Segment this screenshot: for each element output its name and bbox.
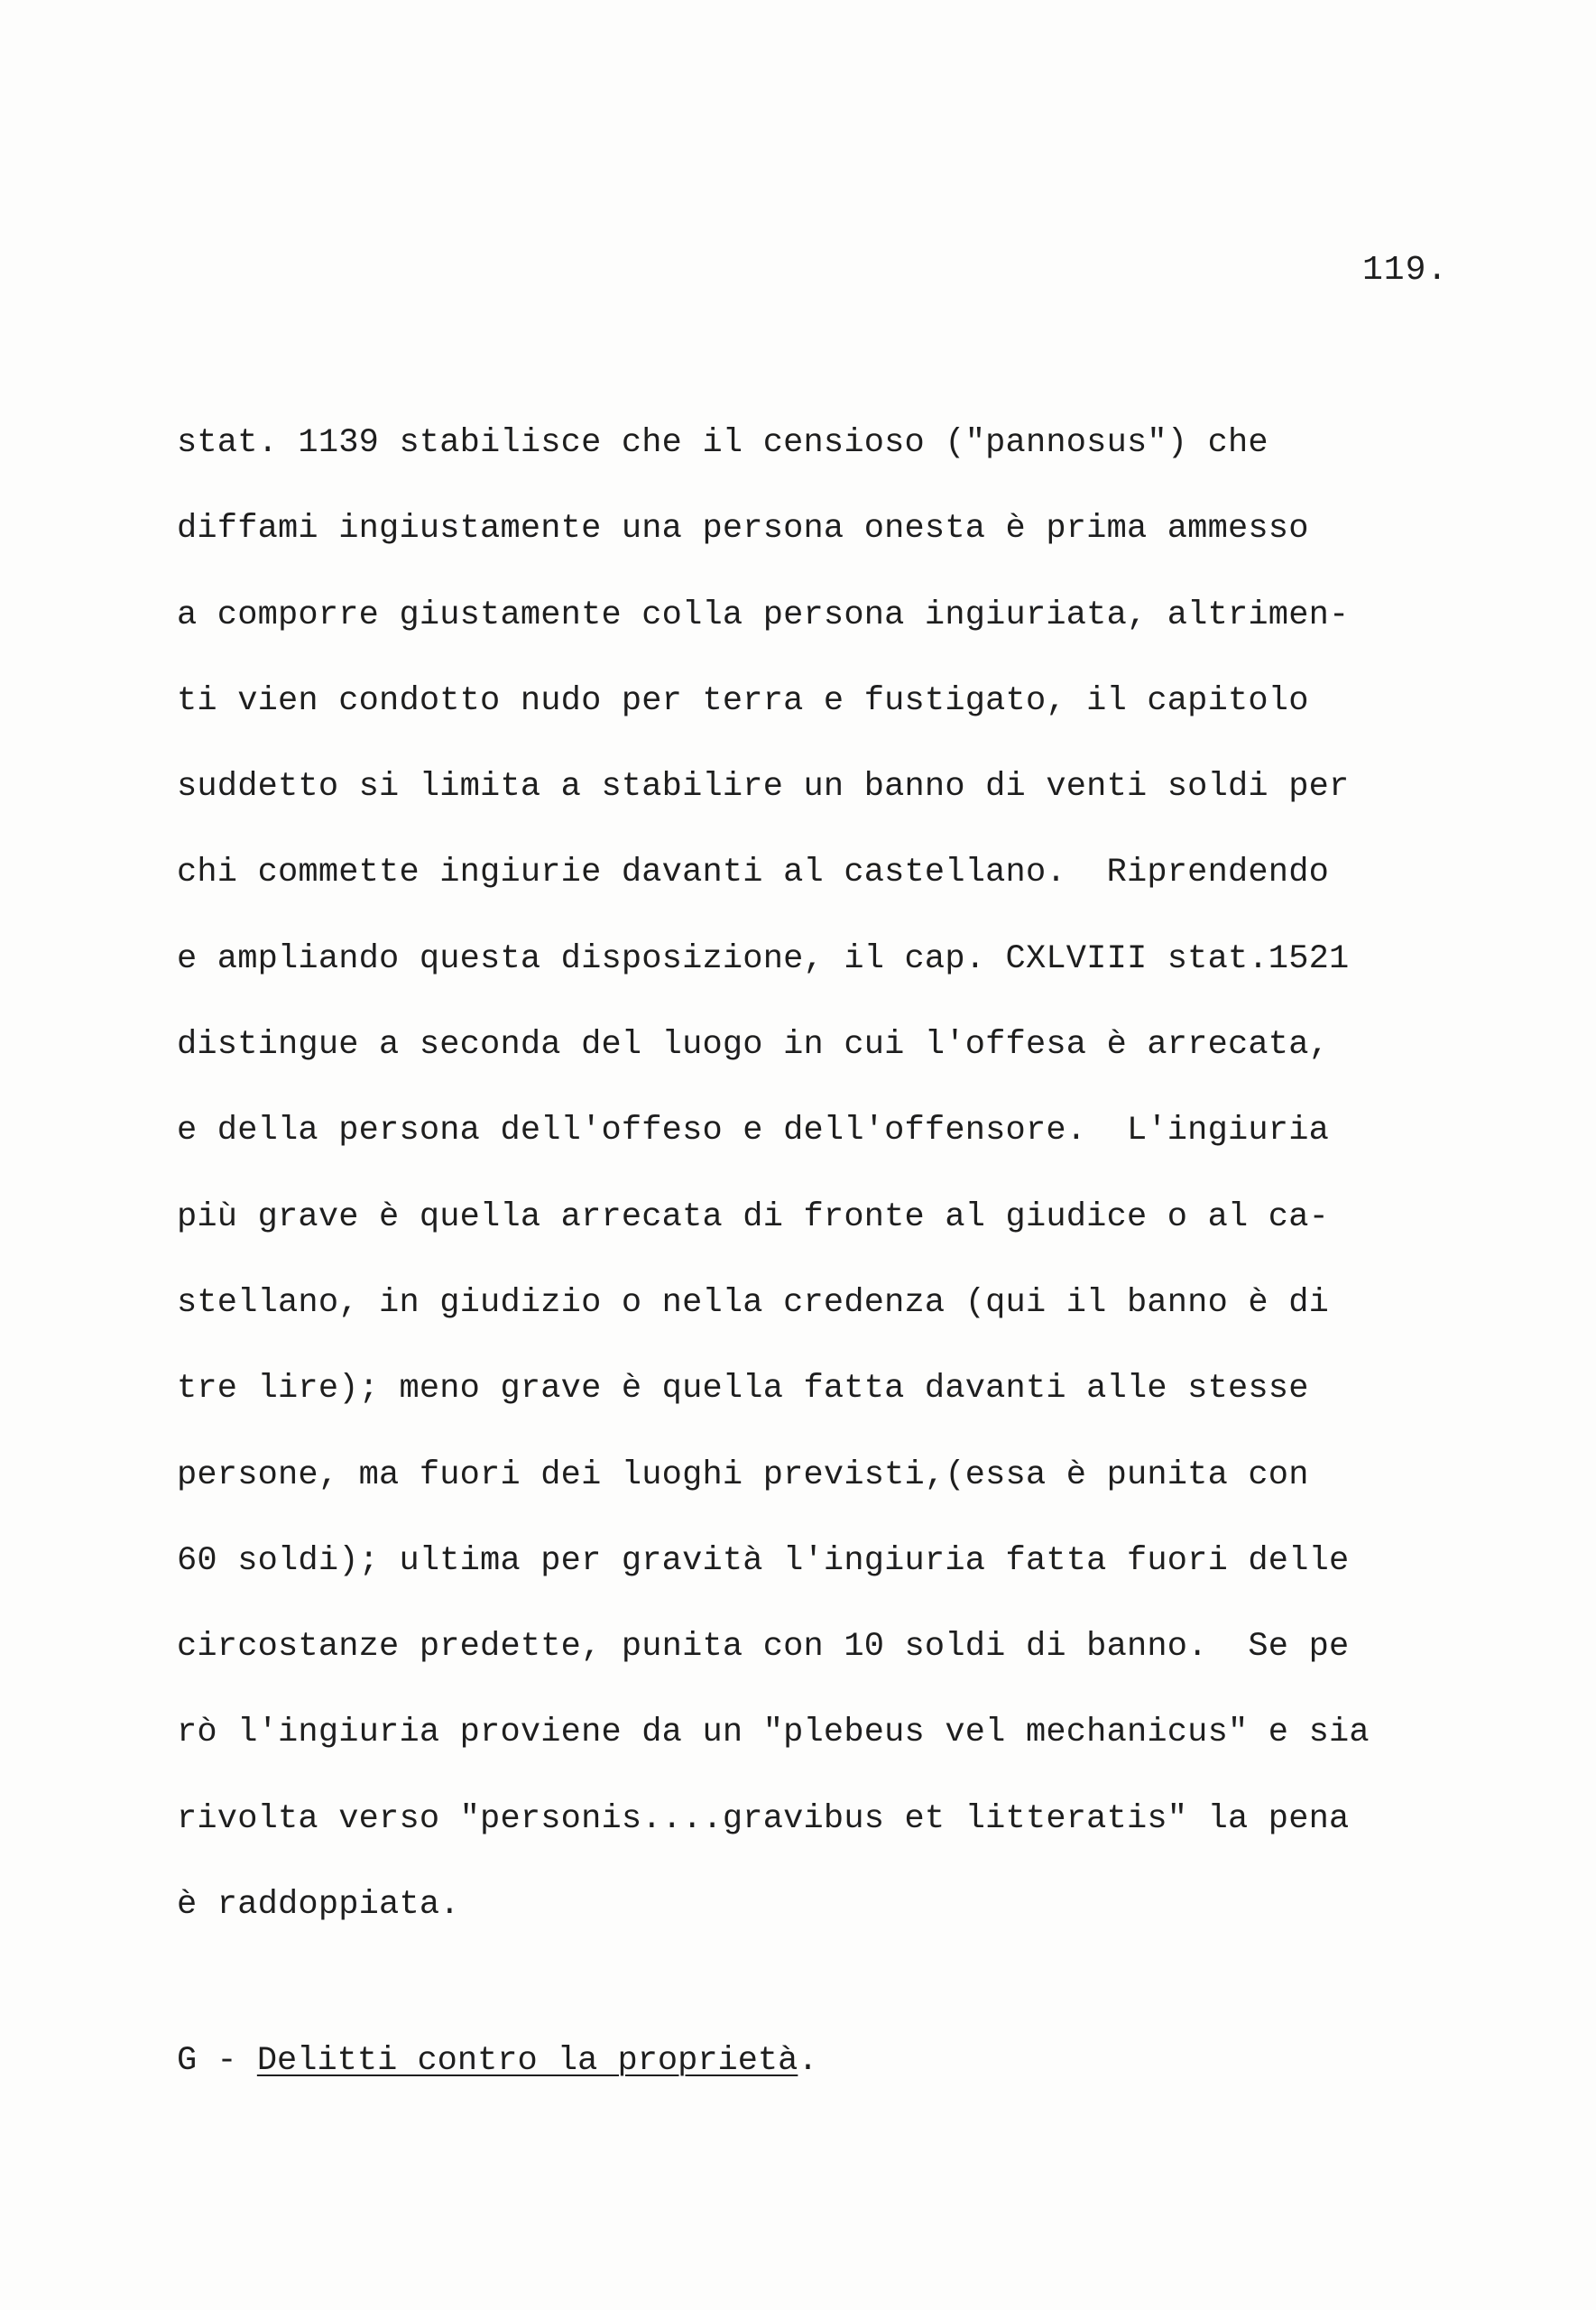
page-number: 119. bbox=[1362, 251, 1449, 290]
section-end: . bbox=[798, 2042, 818, 2080]
section-dash: - bbox=[197, 2042, 257, 2080]
text-line: è raddoppiata. bbox=[177, 1886, 460, 1925]
text-line: tre lire); meno grave è quella fatta davanti alle stesse bbox=[177, 1370, 1309, 1409]
text-line: a comporre giustamente colla persona ingiuriata, altrimen- bbox=[177, 596, 1350, 634]
text-line: rivolta verso "personis....gravibus et litteratis" la pena bbox=[177, 1799, 1350, 1838]
section-letter: G bbox=[177, 2042, 198, 2080]
text-line: e ampliando questa disposizione, il cap. CXLVIII stat.1521 bbox=[177, 939, 1350, 978]
text-line: stat. 1139 stabilisce che il censioso ("pannosus") che bbox=[177, 424, 1268, 462]
text-line: rò l'ingiuria proviene da un "plebeus vel mechanicus" e sia bbox=[177, 1714, 1370, 1752]
section-heading bbox=[177, 2034, 818, 2088]
text-line: e della persona dell'offeso e dell'offensore. L'ingiuria bbox=[177, 1112, 1330, 1150]
text-line: stellano, in giudizio o nella credenza (qui il banno è di bbox=[177, 1283, 1330, 1322]
body-paragraph bbox=[177, 416, 1494, 1964]
text-line: distingue a seconda del luogo in cui l'offesa è arrecata, bbox=[177, 1026, 1330, 1065]
text-line: 60 soldi); ultima per gravità l'ingiuria fatta fuori delle bbox=[177, 1541, 1350, 1580]
text-line: ti vien condotto nudo per terra e fustigato, il capitolo bbox=[177, 681, 1309, 720]
text-line: diffami ingiustamente una persona onesta è prima ammesso bbox=[177, 510, 1309, 549]
text-line: chi commette ingiurie davanti al castellano. Riprendendo bbox=[177, 854, 1330, 892]
text-line: circostanze predette, punita con 10 soldi di banno. Se pe bbox=[177, 1628, 1350, 1667]
section-title: Delitti contro la proprietà bbox=[256, 2042, 798, 2080]
text-line: suddetto si limita a stabilire un banno di venti soldi per bbox=[177, 768, 1350, 807]
text-line: persone, ma fuori dei luoghi previsti,(essa è punita con bbox=[177, 1455, 1309, 1494]
text-line: più grave è quella arrecata di fronte al giudice o al ca- bbox=[177, 1197, 1330, 1236]
